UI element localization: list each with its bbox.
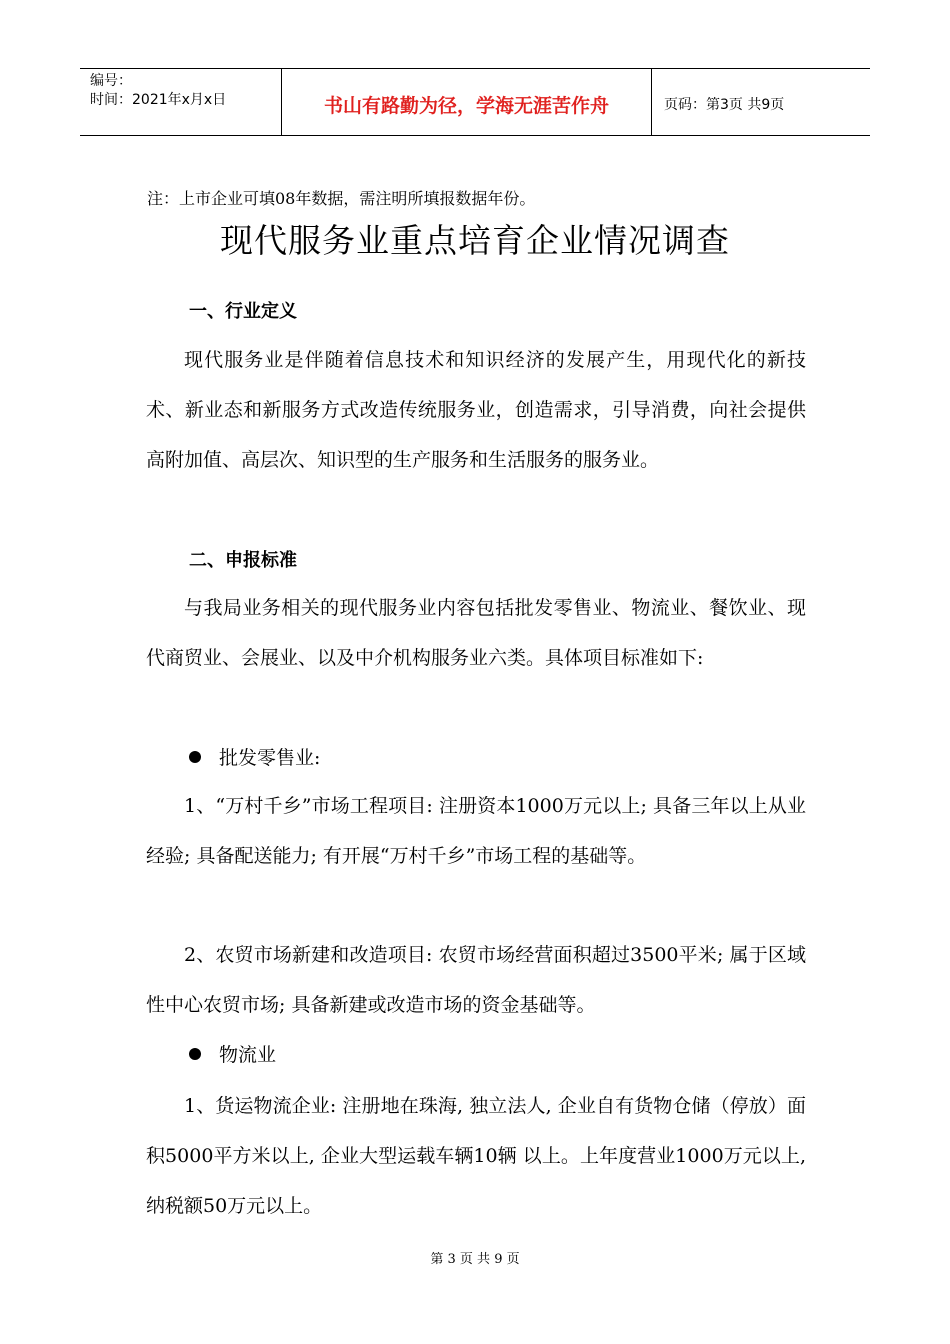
bullet-label: 物流业 xyxy=(219,1044,277,1066)
bullet-label: 批发零售业: xyxy=(219,747,321,769)
paragraph-wholesale-item-2: 2、农贸市场新建和改造项目: 农贸市场经营面积超过3500平米; 属于区域性中心农贸市场; 具备新建或改造市场的资金基础等。 xyxy=(146,944,806,1016)
document-date: 时间：2021年x月x日 xyxy=(90,92,227,108)
document-title: 现代服务业重点培育企业情况调查 xyxy=(220,221,730,260)
bullet-dot-icon xyxy=(189,751,201,763)
bullet-dot-icon xyxy=(189,1048,201,1060)
paragraph-logistics-item-1: 1、货运物流企业: 注册地在珠海, 独立法人, 企业自有货物仓储（停放）面积5000平方米以上, 企业大型运载车辆10辆 以上。上年度营业1000万元以上, 纳税额50万元以上。 xyxy=(146,1095,806,1217)
document-number-label: 编号： xyxy=(90,73,132,89)
paragraph-wholesale-item-1: 1、“万村千乡”市场工程项目: 注册资本1000万元以上; 具备三年以上从业经验; 具备配送能力; 有开展“万村千乡”市场工程的基础等。 xyxy=(146,795,806,867)
fill-note: 注：上市企业可填08年数据，需注明所填报数据年份。 xyxy=(147,189,536,208)
bullet-wholesale-retail xyxy=(189,743,320,770)
paragraph-definition: 现代服务业是伴随着信息技术和知识经济的发展产生，用现代化的新技术、新业态和新服务方式改造传统服务业，创造需求，引导消费，向社会提供高附加值、高层次、知识型的生产服务和生活服务的服务业。 xyxy=(146,349,806,471)
header-meta xyxy=(80,69,282,135)
page-header xyxy=(80,68,870,136)
header-motto: 书山有路勤为径，学海无涯苦作舟 xyxy=(282,69,652,135)
bullet-logistics xyxy=(189,1040,276,1067)
header-page-info: 页码：第3页 共9页 xyxy=(664,97,785,113)
section-heading-definition: 一、行业定义 xyxy=(189,301,297,322)
section-heading-criteria: 二、申报标准 xyxy=(189,550,297,571)
page-footer: 第 3 页 共 9 页 xyxy=(430,1252,520,1267)
paragraph-criteria: 与我局业务相关的现代服务业内容包括批发零售业、物流业、餐饮业、现代商贸业、会展业、以及中介机构服务业六类。具体项目标准如下: xyxy=(146,597,806,669)
